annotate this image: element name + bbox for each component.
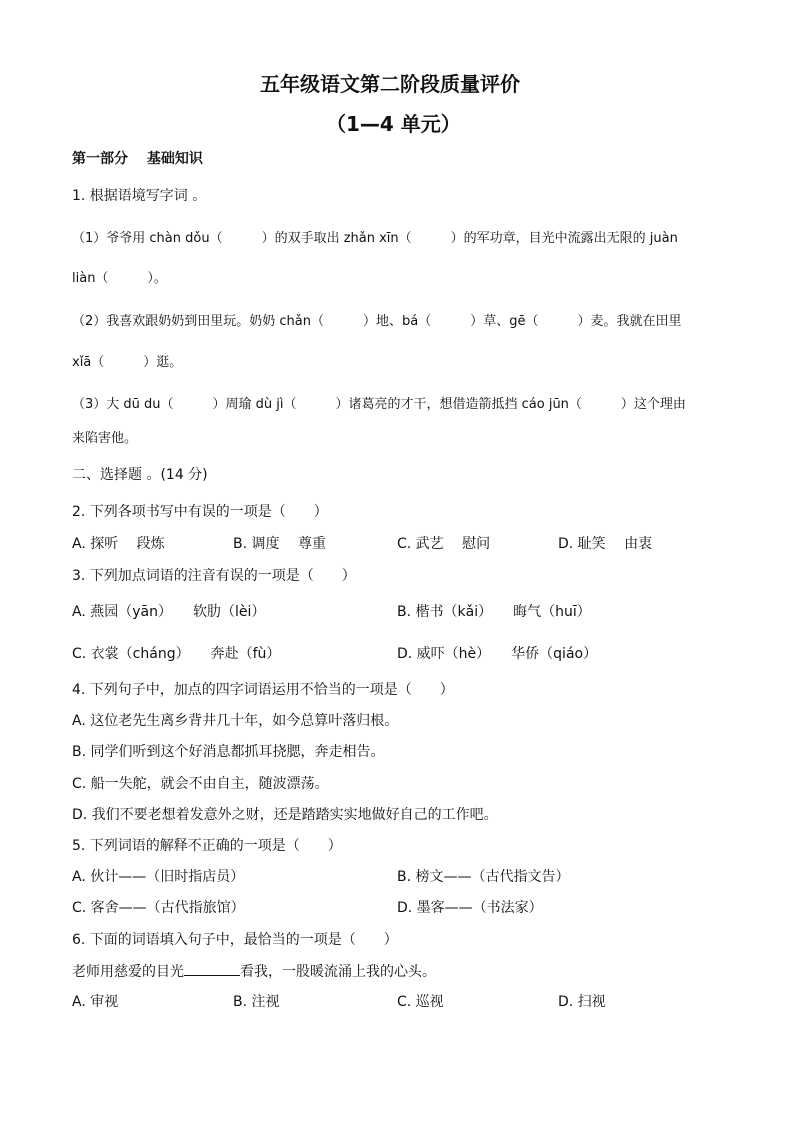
q4-stem: 4. 下列句子中，加点的四字词语运用不恰当的一项是（ ） xyxy=(72,682,454,698)
q2-stem: 2. 下列各项书写中有误的一项是（ ） xyxy=(72,504,328,520)
q6-option-a[interactable]: A. 审视 xyxy=(72,994,119,1010)
q5-option-d[interactable]: D. 墨客——（书法家） xyxy=(397,900,543,916)
q2-option-b[interactable]: B. 调度 尊重 xyxy=(233,536,326,552)
q1-item2-line2: xǐā（ ）逛。 xyxy=(72,355,183,370)
q3-option-d[interactable]: D. 威吓（hè） 华侨（qiáo） xyxy=(397,646,598,662)
q6-sentence-before: 老师用慈爱的目光 xyxy=(72,964,184,980)
q1-stem: 1. 根据语境写字词 。 xyxy=(72,188,207,204)
q5-option-a[interactable]: A. 伙计——（旧时指店员） xyxy=(72,869,245,885)
q5-option-b[interactable]: B. 榜文——（古代指文告） xyxy=(397,869,570,885)
q4-option-a[interactable]: A. 这位老先生离乡背井几十年，如今总算叶落归根。 xyxy=(72,713,399,729)
q2-option-a[interactable]: A. 探听 段炼 xyxy=(72,536,165,552)
page-subtitle: （1—4 单元） xyxy=(326,112,461,136)
q1-item1-line2: liàn（ ）。 xyxy=(72,271,167,286)
q6-fill-blank[interactable] xyxy=(184,961,240,976)
q1-item2-line1: （2）我喜欢跟奶奶到田里玩。奶奶 chǎn（ ）地、bá（ ）草、gē（ ）麦。我就在田里 xyxy=(72,314,682,329)
q4-option-d[interactable]: D. 我们不要老想着发意外之财，还是踏踏实实地做好自己的工作吧。 xyxy=(72,807,498,823)
q1-item3-line2: 来陷害他。 xyxy=(72,431,138,446)
q1-item1-line1: （1）爷爷用 chàn dǒu（ ）的双手取出 zhǎn xīn（ ）的军功章，目光中流露出无限的 juàn xyxy=(72,231,678,246)
q3-option-c[interactable]: C. 衣裳（cháng） 奔赴（fù） xyxy=(72,646,281,662)
q2-option-c[interactable]: C. 武艺 慰问 xyxy=(397,536,491,552)
q6-option-d[interactable]: D. 扫视 xyxy=(558,994,606,1010)
section2-heading: 二、选择题 。(14 分) xyxy=(72,467,208,483)
q3-option-b[interactable]: B. 楷书（kǎi） 晦气（huī） xyxy=(397,604,591,620)
part1-heading: 第一部分 基础知识 xyxy=(72,151,203,167)
q6-sentence-after: 看我，一股暖流涌上我的心头。 xyxy=(240,964,436,980)
page-title: 五年级语文第二阶段质量评价 xyxy=(260,72,520,96)
q2-option-d[interactable]: D. 耻笑 由衷 xyxy=(558,536,653,552)
q6-option-c[interactable]: C. 巡视 xyxy=(397,994,444,1010)
q4-option-c[interactable]: C. 船一失舵，就会不由自主，随波漂荡。 xyxy=(72,776,329,792)
q1-item3-line1: （3）大 dū du（ ）周瑜 dù jì（ ）诸葛亮的才干，想借造箭抵挡 cáo jūn（ ）这个理由 xyxy=(72,397,686,412)
q5-stem: 5. 下列词语的解释不正确的一项是（ ） xyxy=(72,838,342,854)
q3-stem: 3. 下列加点词语的注音有误的一项是（ ） xyxy=(72,568,356,584)
q5-option-c[interactable]: C. 客舍——（古代指旅馆） xyxy=(72,900,245,916)
q6-option-b[interactable]: B. 注视 xyxy=(233,994,280,1010)
q4-option-b[interactable]: B. 同学们听到这个好消息都抓耳挠腮，奔走相告。 xyxy=(72,744,385,760)
q6-sentence xyxy=(72,961,436,982)
q6-stem: 6. 下面的词语填入句子中，最恰当的一项是（ ） xyxy=(72,932,398,948)
q3-option-a[interactable]: A. 燕园（yān） 软肋（lèi） xyxy=(72,604,266,620)
